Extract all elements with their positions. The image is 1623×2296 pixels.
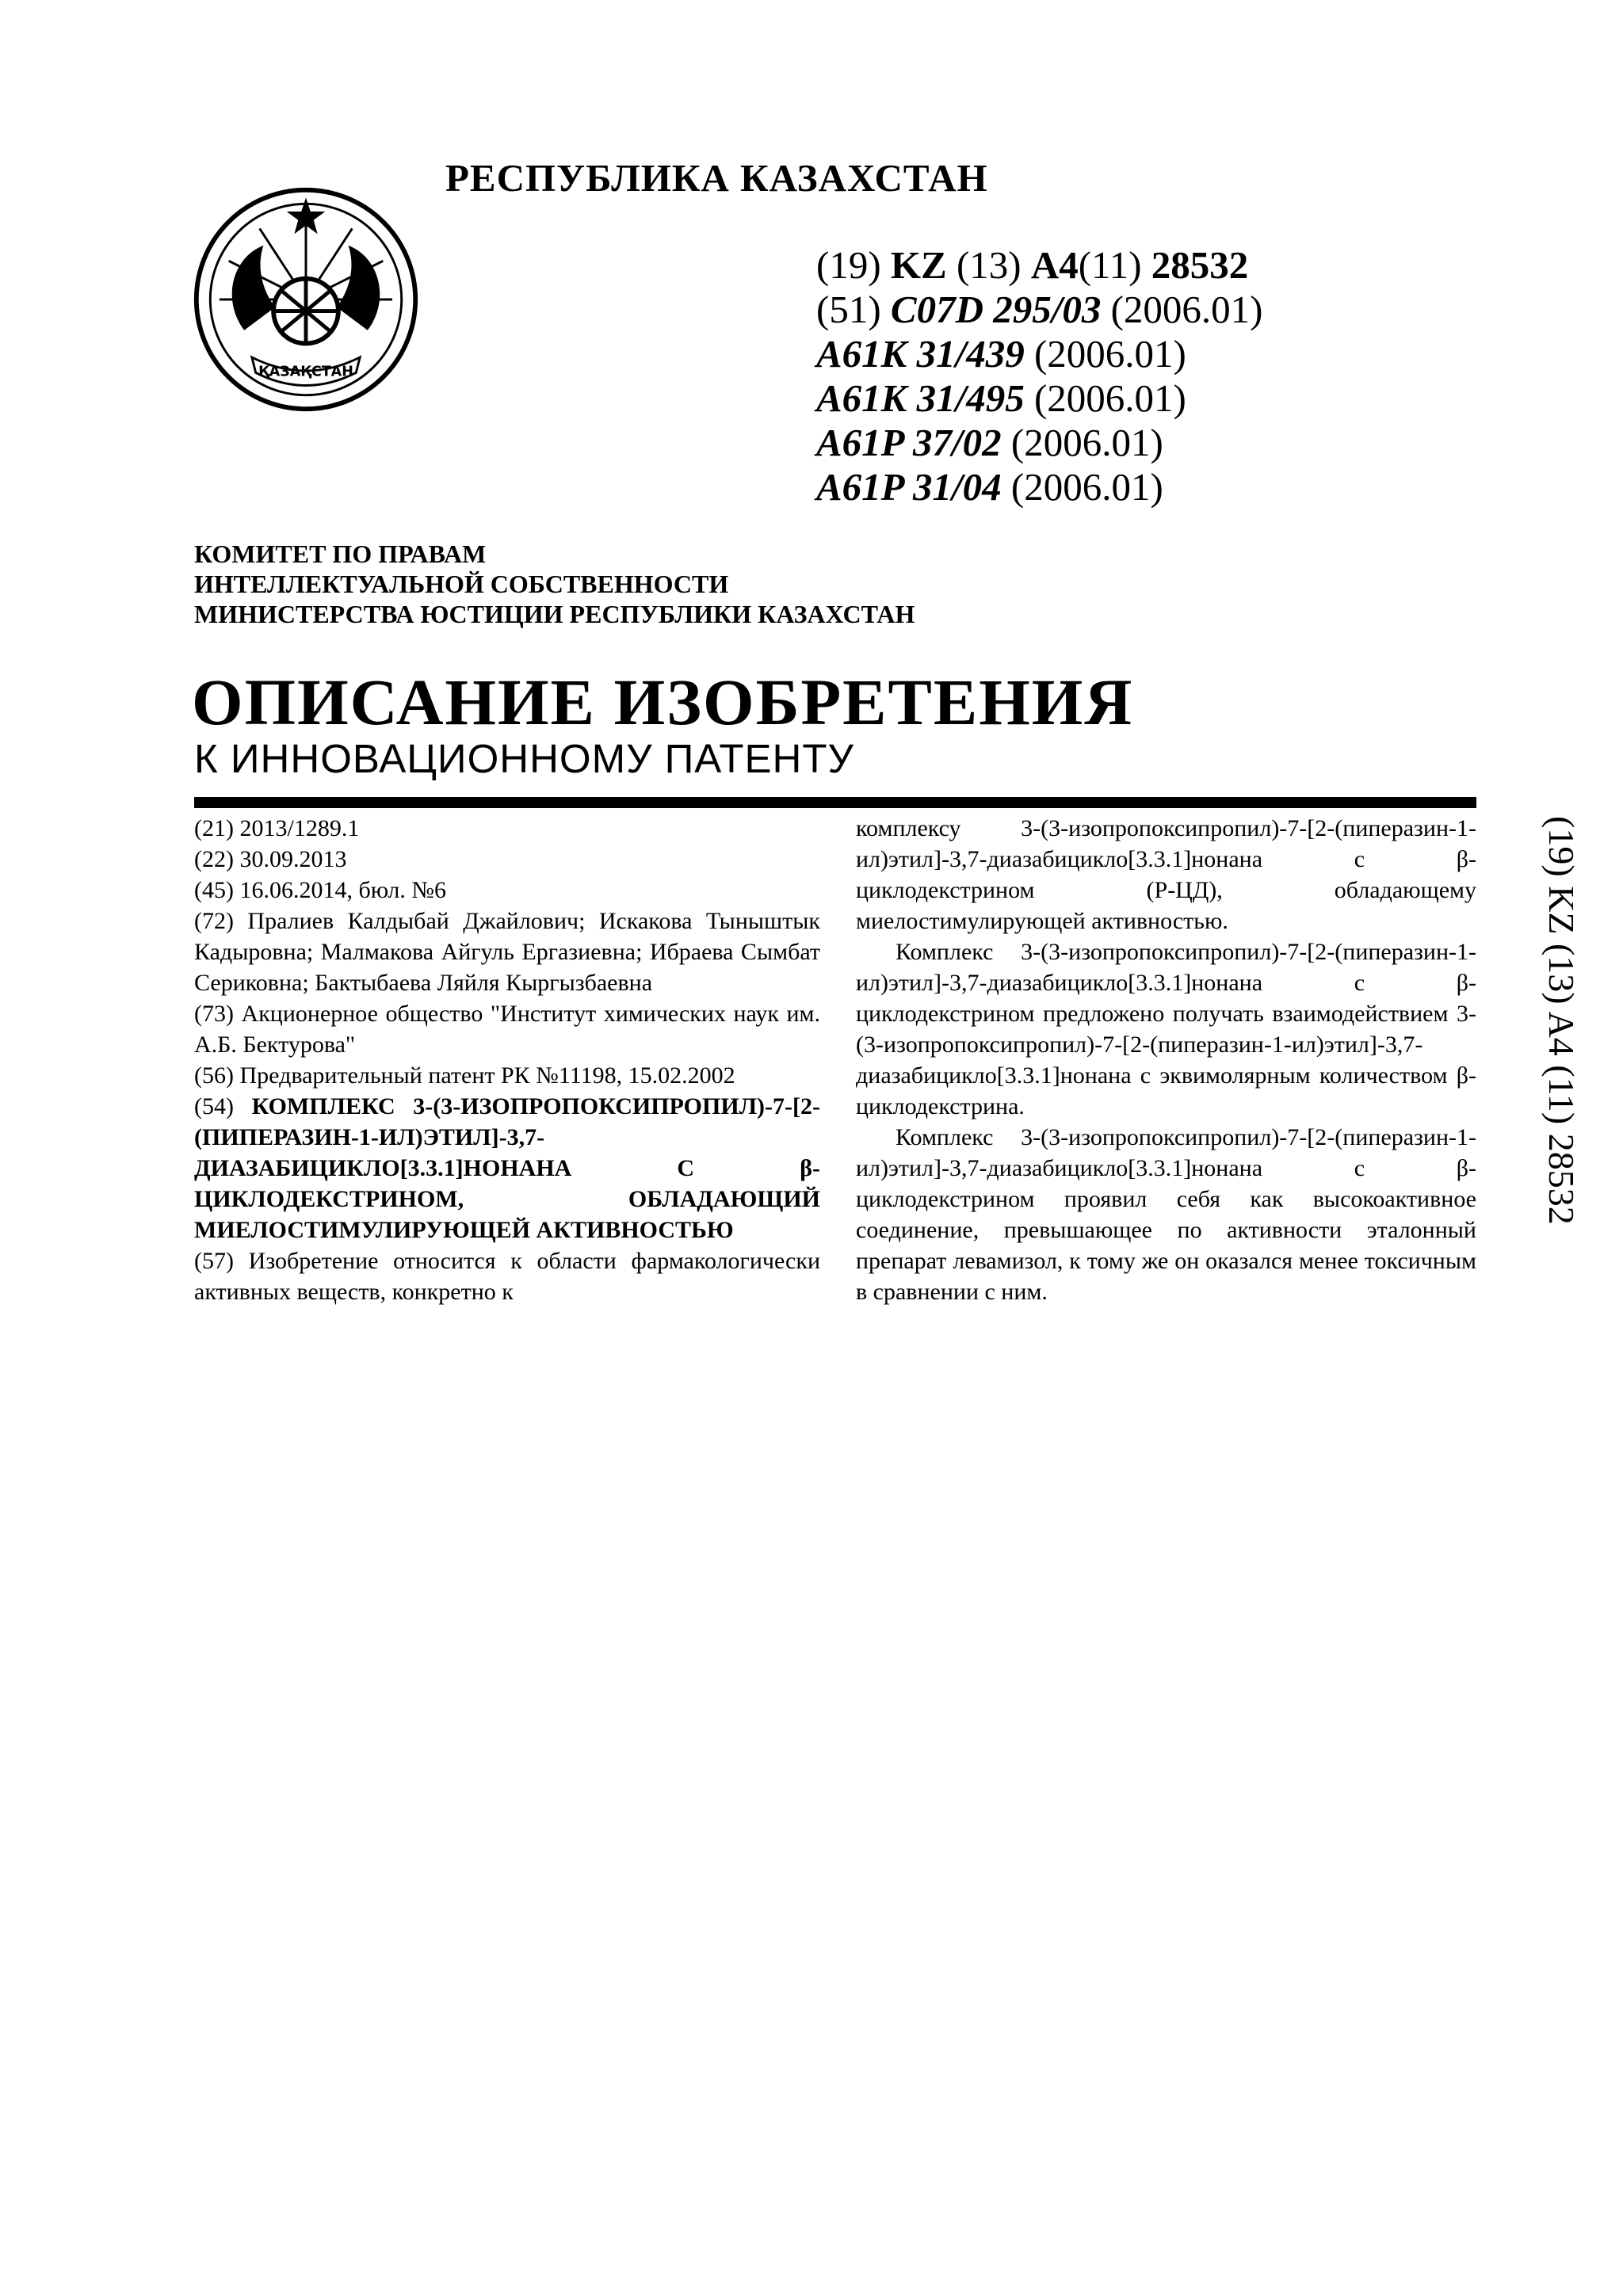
committee-block — [194, 539, 915, 629]
ipc-code: C07D 295/03 — [890, 288, 1102, 331]
field-45: (45) 16.06.2014, бюл. №6 — [194, 877, 447, 903]
field-54 — [194, 1091, 820, 1245]
ipc-code: A61K 31/495 — [816, 376, 1025, 420]
bibliographic-column — [194, 813, 820, 1307]
kazakhstan-emblem — [190, 184, 422, 415]
committee-line: МИНИСТЕРСТВА ЮСТИЦИИ РЕСПУБЛИКИ КАЗАХСТАН — [194, 600, 915, 628]
ipc-code: A61K 31/439 — [816, 332, 1025, 376]
ipc-line — [816, 421, 1262, 465]
abstract-paragraph: Комплекс 3-(3-изопропоксипропил)-7-[2-(пиперазин-1-ил)этил]-3,7-диазабицикло[3.3.1]нонана с β-циклодекстрином предложено получать взаимодействием 3-(3-изопропоксипропил)-7-[2-(пиперазин-1-ил)этил]-3,7-диазабицикло[3.3.1]нонана с эквимолярным количеством β-циклодекстрина. — [856, 939, 1476, 1119]
ipc-line — [816, 376, 1262, 421]
ipc-line — [816, 465, 1262, 509]
field-72-inventors: (72) Пралиев Калдыбай Джайлович; Искакова Тыныштык Кадыровна; Малмакова Айгуль Ергазиевна; Ибраева Сымбат Сериковна; Бактыбаева Ляйля Кыргызбаевна — [194, 908, 820, 996]
ipc-version: (2006.01) — [1033, 332, 1186, 376]
ipc-line — [816, 288, 1262, 332]
abstract-column — [856, 813, 1476, 1307]
committee-line: КОМИТЕТ ПО ПРАВАМ — [194, 540, 487, 568]
field-54-label: (54) — [194, 1093, 234, 1119]
kind-code: A4 — [1030, 243, 1079, 287]
field-73-owner: (73) Акционерное общество "Институт химических наук им. А.Б. Бектурова" — [194, 1001, 820, 1058]
ipc-version: (2006.01) — [1110, 288, 1263, 331]
patent-codes — [816, 243, 1262, 509]
emblem-text: ҚАЗАҚСТАН — [258, 364, 353, 380]
document-subtitle: К ИННОВАЦИОННОМУ ПАТЕНТУ — [194, 736, 854, 781]
field-56-references: (56) Предварительный патент РК №11198, 15.02.2002 — [194, 1062, 735, 1089]
publication-number-line — [816, 243, 1262, 288]
ipc-code: A61P 37/02 — [816, 421, 1002, 464]
code-19: (19) — [816, 243, 881, 287]
code-11: (11) — [1078, 243, 1142, 287]
vertical-patent-code: (19) KZ (13) A4 (11) 28532 — [1541, 816, 1582, 1225]
field-22: (22) 30.09.2013 — [194, 846, 347, 872]
abstract-paragraph: Комплекс 3-(3-изопропоксипропил)-7-[2-(пиперазин-1-ил)этил]-3,7-диазабицикло[3.3.1]нонана с β-циклодекстрином проявил себя как высокоактивное соединение, превышающее по активности эталонный препарат левамизол, к тому же он оказался менее токсичным в сравнении с ним. — [856, 1124, 1476, 1305]
field-54-title: КОМПЛЕКС 3-(3-ИЗОПРОПОКСИПРОПИЛ)-7-[2-(ПИПЕРАЗИН-1-ИЛ)ЭТИЛ]-3,7-ДИАЗАБИЦИКЛО[3.3.1]НОНАНА С β-ЦИКЛОДЕКСТРИНОМ, ОБЛАДАЮЩИЙ МИЕЛОСТИМУЛИРУЮЩЕЙ АКТИВНОСТЬЮ — [194, 1093, 820, 1243]
ipc-label: (51) — [816, 288, 881, 331]
country-code: KZ — [890, 243, 947, 287]
ipc-version: (2006.01) — [1010, 465, 1163, 509]
ipc-version: (2006.01) — [1010, 421, 1163, 464]
code-13: (13) — [956, 243, 1022, 287]
patent-number: 28532 — [1151, 243, 1249, 287]
committee-line: ИНТЕЛЛЕКТУАЛЬНОЙ СОБСТВЕННОСТИ — [194, 570, 729, 598]
field-21: (21) 2013/1289.1 — [194, 815, 360, 841]
field-57-abstract-start: (57) Изобретение относится к области фармакологически активных веществ, конкретно к — [194, 1248, 820, 1305]
document-title: ОПИСАНИЕ ИЗОБРЕТЕНИЯ — [192, 666, 1134, 738]
ipc-version: (2006.01) — [1033, 376, 1186, 420]
divider-rule — [194, 797, 1476, 808]
ipc-line — [816, 332, 1262, 376]
country-heading: РЕСПУБЛИКА КАЗАХСТАН — [445, 156, 988, 200]
ipc-code: A61P 31/04 — [816, 465, 1002, 509]
abstract-paragraph: комплексу 3-(3-изопропоксипропил)-7-[2-(пиперазин-1-ил)этил]-3,7-диазабицикло[3.3.1]нонана с β-циклодекстрином (Р-ЦД), обладающему миелостимулирующей активностью. — [856, 815, 1476, 934]
